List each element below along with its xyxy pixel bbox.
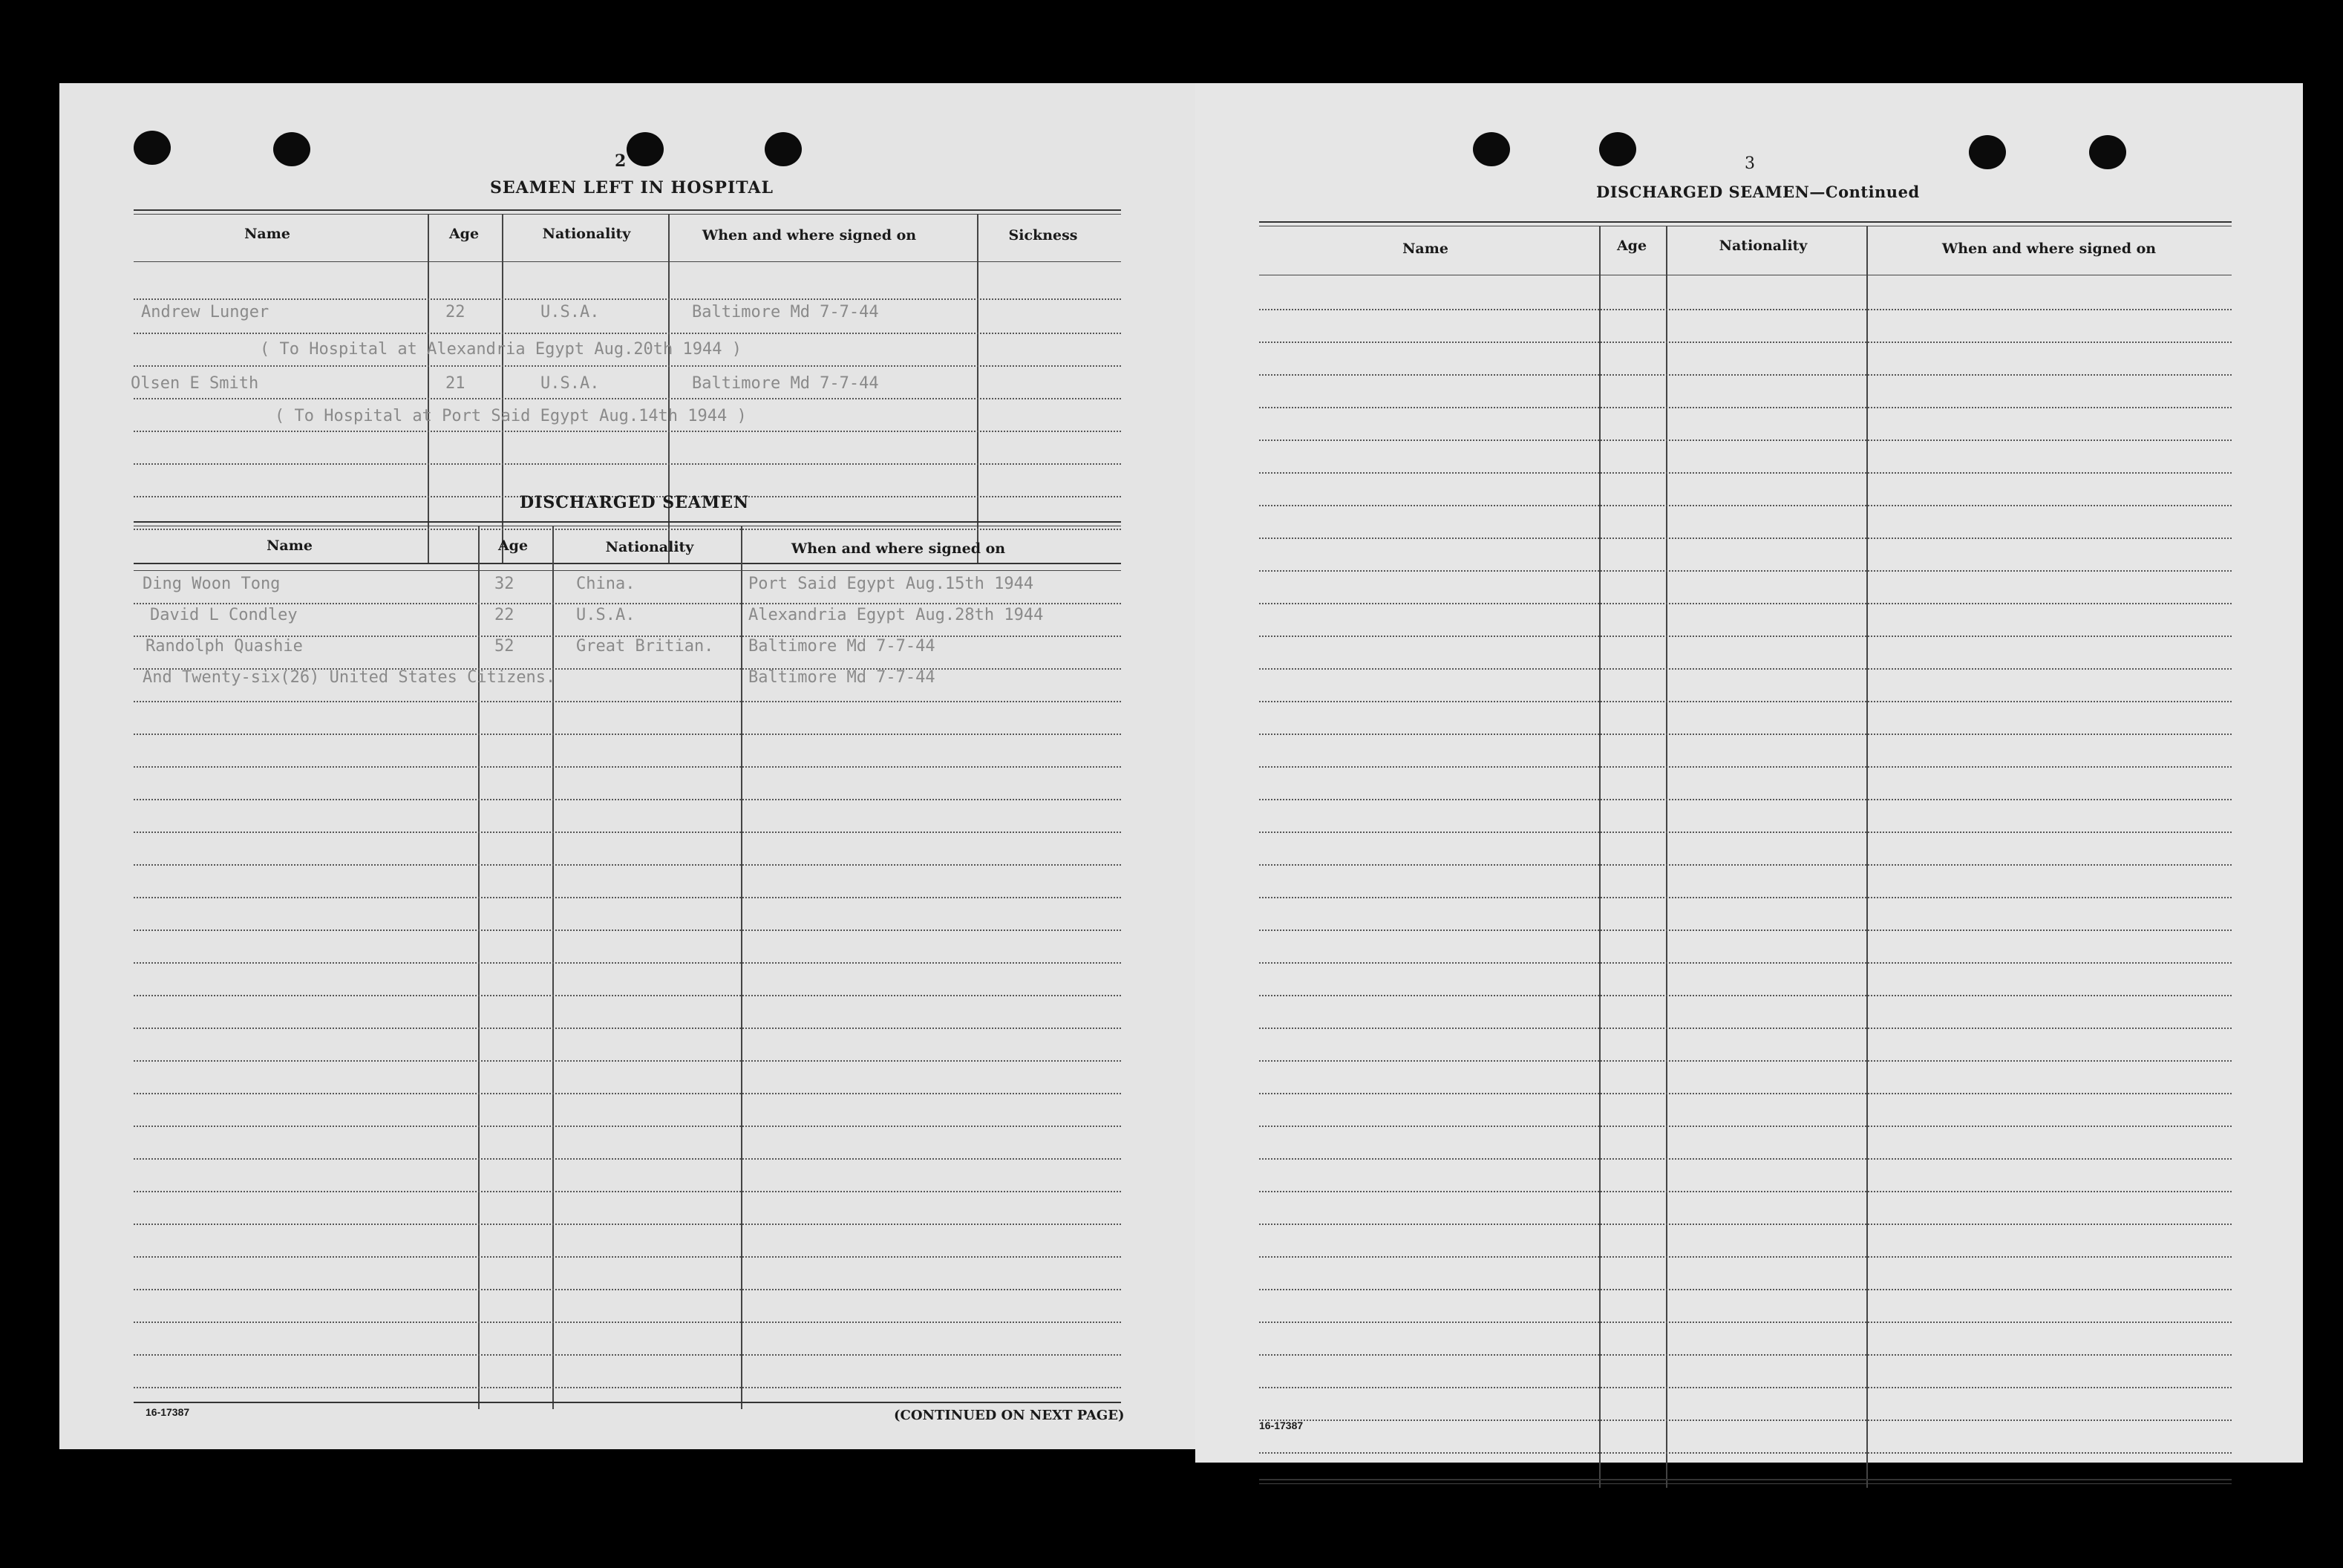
row-rule — [134, 962, 1121, 964]
table-rule — [134, 209, 1121, 211]
row-rule — [1259, 995, 2232, 996]
row-rule — [1259, 342, 2232, 343]
row-rule — [134, 1126, 1121, 1127]
form-number: 16-17387 — [146, 1406, 190, 1418]
row-rule — [1259, 897, 2232, 898]
column-divider — [478, 526, 480, 1409]
hospital-age-2: 21 — [445, 374, 465, 393]
hospital-signed-on-2: Baltimore Md 7-7-44 — [692, 374, 879, 393]
row-rule — [1259, 440, 2232, 441]
row-rule — [1259, 1420, 2232, 1421]
row-rule — [134, 1224, 1121, 1225]
row-rule — [134, 333, 1121, 334]
row-rule — [134, 1256, 1121, 1258]
table-rule — [134, 521, 1121, 523]
row-rule — [1259, 701, 2232, 702]
column-divider — [552, 526, 554, 1409]
row-rule — [134, 1387, 1121, 1388]
discharged-age-2: 22 — [494, 606, 514, 624]
row-rule — [134, 463, 1121, 465]
row-rule — [134, 766, 1121, 768]
continued-note: (CONTINUED ON NEXT PAGE) — [894, 1408, 1125, 1423]
left-page — [59, 83, 1203, 1449]
row-rule — [1259, 668, 2232, 670]
row-rule — [134, 431, 1121, 432]
discharged-nationality-1: China. — [576, 575, 635, 593]
row-rule — [134, 1354, 1121, 1356]
row-rule — [1259, 1126, 2232, 1127]
column-header-nationality: Nationality — [542, 226, 631, 242]
row-rule — [134, 1322, 1121, 1323]
row-rule — [134, 1191, 1121, 1192]
row-rule — [1259, 374, 2232, 376]
punch-hole-icon — [765, 132, 802, 166]
continued-section-title: DISCHARGED SEAMEN—Continued — [1596, 183, 1920, 201]
discharged-signed-on-3: Baltimore Md 7-7-44 — [748, 637, 935, 656]
table-rule — [134, 1402, 1121, 1403]
page-number: 3 — [1745, 154, 1755, 173]
discharged-signed-on-2: Alexandria Egypt Aug.28th 1944 — [748, 606, 1044, 624]
hospital-note-2: ( To Hospital at Port Said Egypt Aug.14th 1944 ) — [275, 407, 747, 425]
row-rule — [134, 636, 1121, 637]
row-rule — [134, 398, 1121, 399]
row-rule — [1259, 407, 2232, 408]
table-rule — [134, 214, 1121, 215]
hospital-note-1: ( To Hospital at Alexandria Egypt Aug.20th 1944 ) — [260, 340, 742, 359]
row-rule — [134, 1289, 1121, 1290]
column-divider — [741, 526, 742, 1409]
column-divider — [428, 214, 429, 563]
row-rule — [134, 701, 1121, 702]
row-rule — [1259, 603, 2232, 604]
column-header-age: Age — [448, 226, 480, 242]
row-rule — [134, 668, 1121, 670]
hospital-nationality-2: U.S.A. — [540, 374, 600, 393]
row-rule — [134, 995, 1121, 996]
page-number: 2 — [615, 151, 627, 171]
column-divider — [1666, 226, 1667, 1488]
punch-hole-icon — [1599, 132, 1636, 166]
row-rule — [1259, 1387, 2232, 1388]
row-rule — [134, 1060, 1121, 1062]
discharged-age-1: 32 — [494, 575, 514, 593]
row-rule — [1259, 864, 2232, 866]
discharged-name-1: Ding Woon Tong — [143, 575, 281, 593]
hospital-name-1: Andrew Lunger — [141, 303, 269, 321]
discharged-section-title: DISCHARGED SEAMEN — [520, 493, 750, 512]
row-rule — [1259, 1028, 2232, 1029]
form-number: 16-17387 — [1259, 1420, 1304, 1431]
column-header-signed-on: When and where signed on — [702, 227, 917, 244]
row-rule — [1259, 472, 2232, 474]
right-page — [1195, 83, 2303, 1463]
column-header-name: Name — [267, 538, 313, 554]
row-rule — [1259, 1354, 2232, 1356]
row-rule — [134, 603, 1121, 604]
discharged-name-3: Randolph Quashie — [146, 637, 303, 656]
row-rule — [1259, 799, 2232, 800]
column-header-age: Age — [1616, 238, 1647, 254]
row-rule — [1259, 832, 2232, 833]
row-rule — [1259, 1256, 2232, 1258]
row-rule — [1259, 1224, 2232, 1225]
row-rule — [1259, 636, 2232, 637]
row-rule — [134, 1093, 1121, 1094]
row-rule — [1259, 505, 2232, 506]
column-divider — [1866, 226, 1868, 1488]
table-rule — [1259, 1483, 2232, 1484]
row-rule — [134, 734, 1121, 735]
punch-hole-icon — [1969, 135, 2006, 169]
punch-hole-icon — [627, 132, 664, 166]
discharged-name-4: And Twenty-six(26) United States Citizens. — [143, 668, 556, 687]
punch-hole-icon — [1473, 132, 1510, 166]
table-rule — [1259, 221, 2232, 223]
discharged-nationality-2: U.S.A. — [576, 606, 635, 624]
hospital-age-1: 22 — [445, 303, 465, 321]
row-rule — [1259, 309, 2232, 310]
row-rule — [1259, 1452, 2232, 1454]
punch-hole-icon — [134, 131, 171, 165]
hospital-section-title: SEAMEN LEFT IN HOSPITAL — [490, 178, 774, 197]
punch-hole-icon — [273, 132, 310, 166]
discharged-nationality-3: Great Britian. — [576, 637, 714, 656]
hospital-name-2: Olsen E Smith — [131, 374, 259, 393]
row-rule — [1259, 1191, 2232, 1192]
table-rule — [134, 563, 1121, 564]
discharged-name-2: David L Condley — [150, 606, 298, 624]
row-rule — [134, 298, 1121, 300]
discharged-age-3: 52 — [494, 637, 514, 656]
row-rule — [1259, 734, 2232, 735]
hospital-nationality-1: U.S.A. — [540, 303, 600, 321]
row-rule — [1259, 1060, 2232, 1062]
table-rule — [134, 570, 1121, 571]
row-rule — [134, 365, 1121, 367]
row-rule — [1259, 1093, 2232, 1094]
column-divider — [977, 214, 978, 563]
row-rule — [134, 799, 1121, 800]
row-rule — [134, 1028, 1121, 1029]
table-rule — [1259, 1479, 2232, 1480]
column-header-name: Name — [244, 226, 290, 242]
row-rule — [1259, 1322, 2232, 1323]
column-header-nationality: Nationality — [605, 539, 694, 555]
row-rule — [1259, 538, 2232, 539]
row-rule — [1259, 930, 2232, 931]
row-rule — [1259, 570, 2232, 572]
row-rule — [1259, 766, 2232, 768]
discharged-signed-on-1: Port Said Egypt Aug.15th 1944 — [748, 575, 1034, 593]
column-header-sickness: Sickness — [1008, 227, 1078, 244]
column-header-nationality: Nationality — [1719, 238, 1808, 254]
column-header-signed-on: When and where signed on — [791, 540, 1006, 557]
row-rule — [134, 529, 1121, 530]
row-rule — [1259, 1158, 2232, 1160]
row-rule — [1259, 1289, 2232, 1290]
column-divider — [502, 214, 503, 563]
punch-hole-icon — [2089, 135, 2126, 169]
row-rule — [134, 897, 1121, 898]
row-rule — [134, 1158, 1121, 1160]
discharged-signed-on-4: Baltimore Md 7-7-44 — [748, 668, 935, 687]
table-rule — [134, 261, 1121, 262]
row-rule — [134, 864, 1121, 866]
column-header-name: Name — [1402, 241, 1448, 257]
row-rule — [134, 832, 1121, 833]
row-rule — [134, 930, 1121, 931]
column-header-signed-on: When and where signed on — [1941, 241, 2157, 257]
column-header-age: Age — [497, 538, 529, 554]
row-rule — [1259, 962, 2232, 964]
hospital-signed-on-1: Baltimore Md 7-7-44 — [692, 303, 879, 321]
column-divider — [1599, 226, 1601, 1488]
